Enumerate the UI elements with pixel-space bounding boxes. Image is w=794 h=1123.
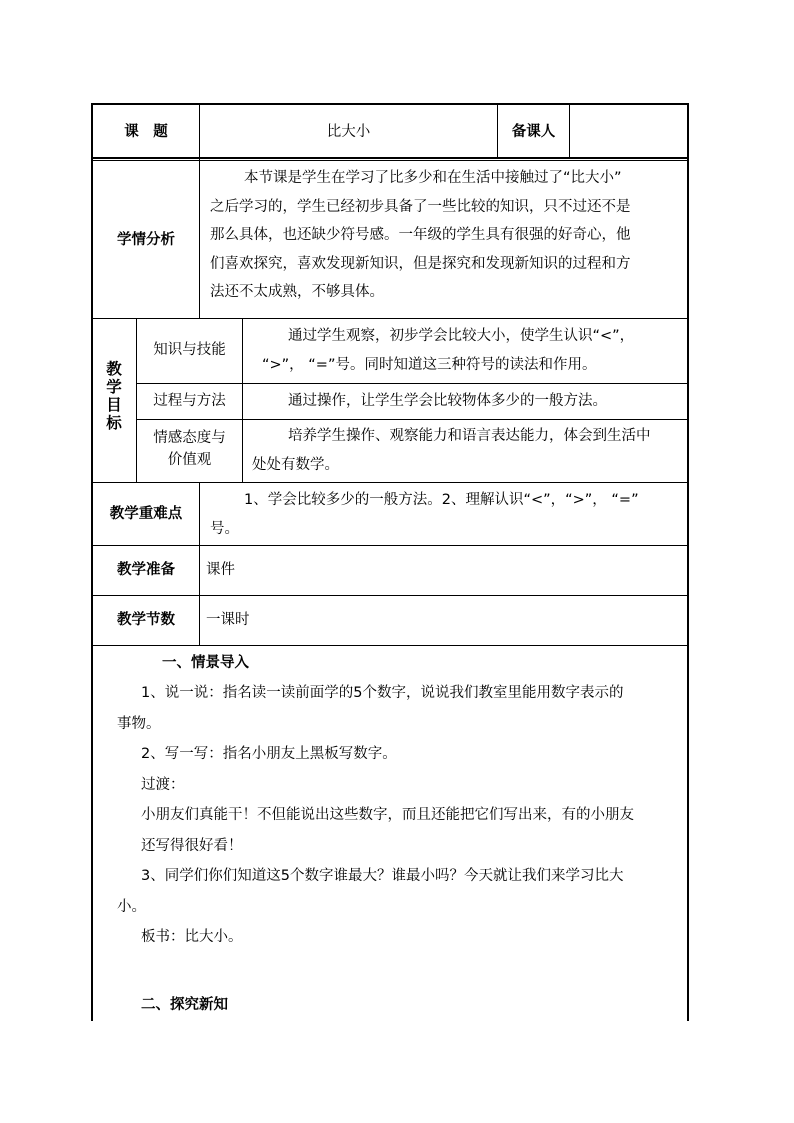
- analysis-label: 学情分析: [117, 232, 175, 248]
- process-text: 1、说一说：指名读一读前面学的5个数字，说说我们教室里能用数字表示的 事物。 2、写一写：指名小朋友上黑板写数字。 过渡： 小朋友们真能干！不但能说出这些数字，而且还能把它们写出来，有的小朋友 还写得很好看！ 3、同学们你们知道这5个数字谁最大？谁最小吗？今天就让我们来学习比大 小。 板书：比大小。: [117, 685, 634, 945]
- row-divider: [91, 645, 689, 646]
- row-divider: [136, 419, 689, 420]
- section-title: 二、探究新知: [141, 997, 228, 1013]
- goal-process-text: 通过操作，让学生学会比较物体多少的一般方法。: [288, 393, 607, 409]
- preparation-label: 教学准备: [117, 562, 175, 578]
- analysis-line: 那么具体，也还缺少符号感。一年级的学生具有很强的好奇心，他: [210, 227, 631, 243]
- key-points-text: 1、学会比较多少的一般方法。2、理解认识“<”，“>”， “=” 号。: [210, 492, 639, 537]
- key-points-label: 教学重难点: [109, 506, 183, 522]
- goals-label: 教 学 目 标: [106, 360, 122, 432]
- section-title: 一、情景导入: [162, 655, 249, 671]
- col-divider: [199, 482, 200, 645]
- topic-label: 课 题: [124, 124, 168, 140]
- preparer-label: 备课人: [511, 124, 556, 140]
- col-divider: [242, 318, 243, 482]
- analysis-line: 本节课是学生在学习了比多少和在生活中接触过了“比大小”: [244, 170, 622, 186]
- analysis-line: 法还不太成熟，不够具体。: [210, 284, 384, 300]
- row-divider: [91, 482, 689, 483]
- analysis-line: 之后学习的，学生已经初步具备了一些比较的知识，只不过还不是: [210, 198, 631, 215]
- goal-process-label: 过程与方法: [153, 393, 226, 409]
- col-divider: [569, 105, 570, 159]
- preparation-value: 课件: [206, 562, 235, 578]
- row-divider: [136, 383, 689, 384]
- analysis-line: 们喜欢探究，喜欢发现新知识，但是探究和发现新知识的过程和方: [210, 255, 631, 272]
- goal-attitude-label: 情感态度与 价值观: [153, 430, 226, 468]
- periods-value: 一课时: [206, 612, 250, 628]
- goal-knowledge-label: 知识与技能: [153, 342, 226, 358]
- analysis-text: [210, 164, 631, 307]
- row-divider: [91, 160, 689, 161]
- goal-knowledge-text: 通过学生观察，初步学会比较大小，使学生认识“<”， “>”， “=”号。同时知道这三种符号的读法和作用。: [262, 328, 635, 373]
- row-divider: [91, 157, 689, 159]
- row-divider: [91, 318, 689, 319]
- row-divider: [91, 595, 689, 596]
- row-divider: [91, 545, 689, 546]
- topic-value: 比大小: [326, 124, 371, 140]
- periods-label: 教学节数: [117, 612, 175, 628]
- goal-attitude-text: 培养学生操作、观察能力和语言表达能力，体会到生活中 处处有数学。: [252, 428, 651, 473]
